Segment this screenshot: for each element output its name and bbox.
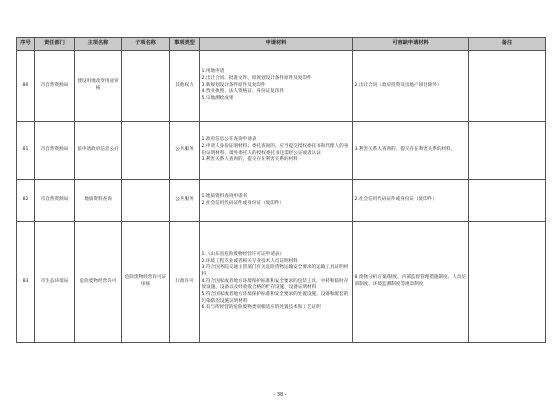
row-item: 依申请政府信息公开 — [75, 122, 122, 180]
material-line: 1.《山东省危险废物经营许可证申请表》 — [201, 252, 284, 258]
row-type: 其他权力 — [170, 51, 200, 122]
row-sub — [122, 122, 170, 180]
material-line: 6.有与所经营的危险废物类别相适应的处置技术和工艺证明 — [201, 305, 321, 311]
row-dept: 市生态环境局 — [35, 222, 75, 343]
material-line: 2.环境工程专业或者相关专业技术人员证明材料 — [201, 258, 298, 264]
row-note — [469, 222, 546, 343]
row-optional — [353, 51, 469, 122]
material-line: 3.新规划设计条件原件及复印件 — [201, 82, 266, 88]
row-sub — [122, 51, 170, 122]
material-line: 5.符合国家或者地方环境保护标准和安全要求的处置设施、设备和配套的污染防治设施证明材料 — [201, 291, 349, 304]
row-no: 83 — [17, 222, 35, 343]
header-sub: 子项名称 — [122, 38, 170, 51]
row-optional — [353, 180, 469, 222]
approval-items-table — [16, 37, 546, 343]
header-type: 事项类型 — [170, 38, 200, 51]
header-note: 备注 — [469, 38, 546, 51]
row-type: 公共服务 — [170, 180, 200, 222]
header-no: 序号 — [17, 38, 35, 51]
row-dept: 市自然资源局 — [35, 122, 75, 180]
row-note — [469, 180, 546, 222]
optional-line: 3.利害关系人查询的，提交存在利害关系的材料。 — [354, 147, 456, 153]
row-optional — [353, 222, 469, 343]
row-item: 地质资料查询 — [75, 180, 122, 222]
table-row — [17, 122, 546, 180]
row-item: 危险废物经营许可 — [75, 222, 122, 343]
table-row — [17, 180, 546, 222]
material-line: 1.用地申请 — [201, 69, 225, 75]
material-line: 4.营业执照、法人资格证、身份证复印件 — [201, 89, 284, 95]
row-note — [469, 51, 546, 122]
row-optional — [353, 122, 469, 180]
page-number: - 38 - — [273, 392, 287, 398]
table-header-row — [17, 38, 546, 51]
material-line: 1.政府信息公开查询申请表 — [201, 137, 257, 143]
row-materials — [200, 51, 353, 122]
table-row — [17, 222, 546, 343]
header-materials: 申请材料 — [200, 38, 353, 51]
header-item: 主项名称 — [75, 38, 122, 51]
row-dept: 市自然资源局 — [35, 180, 75, 222]
material-line: 3.利害关系人查询的，提交存在利害关系的材料 — [201, 157, 298, 163]
row-sub — [122, 180, 170, 222]
optional-line: 2.社会信用代码证件或身份证（复印件） — [354, 197, 437, 203]
row-materials — [200, 122, 353, 180]
row-no: 80 — [17, 51, 35, 122]
material-line: 2.申请人身份证明材料；委托查询的，应当提交授权委托书和代理人的身份证明材料，境外委托人的授权委托书还需经公证或者认证 — [201, 143, 349, 156]
material-line: 1.地质资料查询申请书 — [201, 193, 248, 199]
row-sub: 危险废物经营许可证审核 — [122, 222, 170, 343]
row-no: 81 — [17, 122, 35, 180]
material-line: 2.出让合同、批准文件、原规划设计条件原件及复印件 — [201, 76, 312, 82]
row-dept: 市自然资源局 — [35, 51, 75, 122]
row-type: 公共服务 — [170, 122, 200, 180]
material-line: 3.符合国务院交通主管部门有关危险货物运输安全要求的运输工具证明材料 — [201, 265, 349, 278]
header-dept: 责任部门 — [35, 38, 75, 51]
optional-line: 8.废物分析方案/制度，内部监督管理措施制度、人员培训制度、环境监测制度等规章制度 — [354, 275, 467, 287]
table-row — [17, 51, 546, 122]
row-no: 82 — [17, 180, 35, 222]
material-line: 2.社会信用代码证件或身份证（复印件） — [201, 200, 284, 206]
row-materials — [200, 180, 353, 222]
row-note — [469, 122, 546, 180]
material-line: 4.符合国家或者地方环境保护标准和安全要求的包装工具，中转和临时存放设施、设备以及经验收合格的贮存设施、设备证明材料 — [201, 278, 349, 291]
row-materials — [200, 222, 353, 343]
row-item: 建设用地改变用途审核 — [75, 51, 122, 122]
header-optional: 可容缺申请材料 — [353, 38, 469, 51]
material-line: 5.宗地测绘成果 — [201, 95, 234, 101]
optional-line: 2.出让合同（政府投资及房地产项目除外） — [354, 82, 442, 88]
row-type: 行政许可 — [170, 222, 200, 343]
